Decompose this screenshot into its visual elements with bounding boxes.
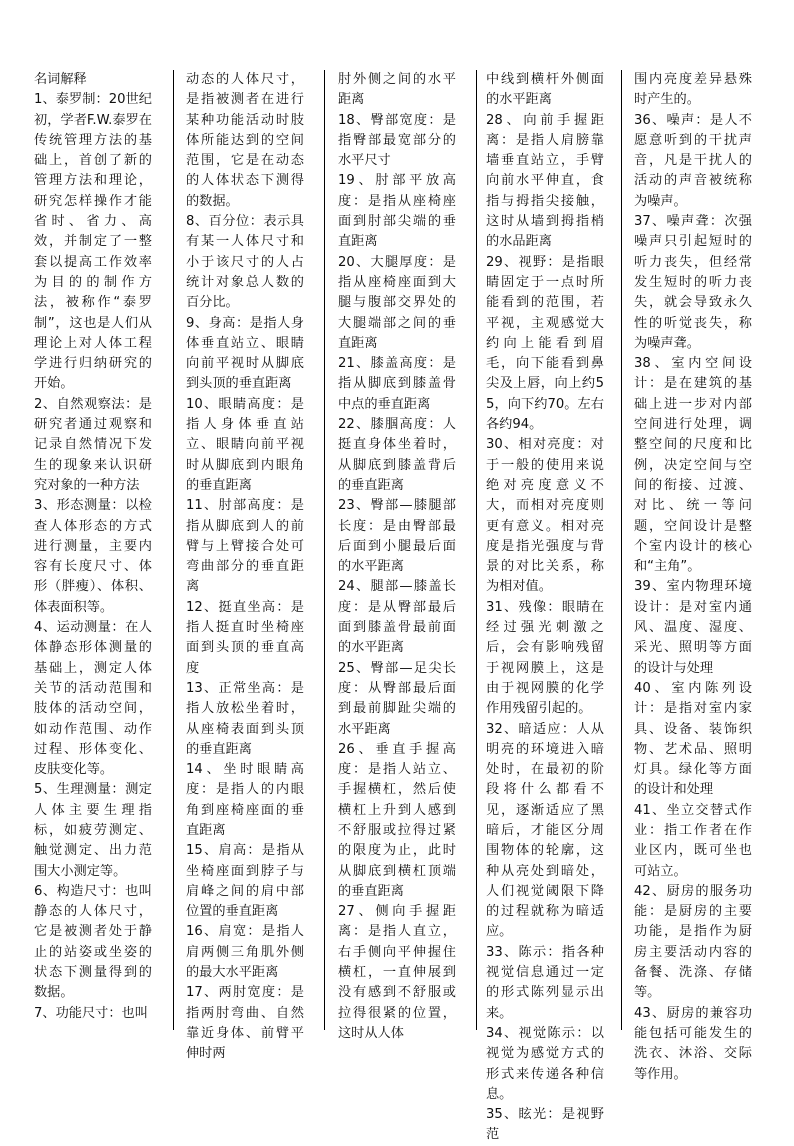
term-definition: 25、臀部—足尖长度：从臀部最后面到最前脚趾尖端的水平距离 — [338, 660, 456, 737]
term-definition: 10、眼睛高度：是指人身体垂直站立、眼睛向前平视时从脚底到内眼角的垂直距离 — [186, 396, 304, 493]
term-definition: 40、室内陈列设计：是指对室内家具、设备、装饰织物、艺术品、照明灯具。绿化等方面的设计和处理 — [634, 680, 752, 798]
term-definition: 17、两肘宽度：是指两肘弯曲、自然靠近身体、前臂平伸时两 — [186, 985, 304, 1062]
term-definition: 22、膝腘高度：人挺直身体坐着时，从脚底到膝盖背后的垂直距离 — [338, 417, 456, 493]
term-definition: 33、陈示：指各种视觉信息通过一定的形式陈列显示出来。 — [486, 944, 604, 1021]
term-definition: 4、运动测量：在人体静态形体测量的基础上，测定人体关节的活动范围和肢体的活动空间，如动作范围、动作过程、形体变化、皮肤变化等。 — [34, 620, 152, 778]
term-definition: 26、垂直手握高度：是指人站立、手握横杠，然后使横杠上升到人感到不舒服或拉得过紧的限度为止，此时从脚底到横杠顶端的垂直距离 — [338, 741, 456, 899]
glossary-page — [34, 70, 752, 1143]
term-definition: 32、暗适应：人从明亮的环境进入暗处时，在最初的阶段将什么都看不见，逐渐适应了黑暗后，才能区分周围物体的轮廓，这种从亮处到暗处，人们视觉阈限下降的过程就称为暗适应。 — [486, 721, 604, 940]
term-definition: 14、坐时眼睛高度：是指人的内眼角到座椅座面的垂直距离 — [186, 762, 304, 838]
term-definition: 38、室内空间设计：是在建筑的基础上进一步对内部空间进行处理，调整空间的尺度和比例，决定空间与空间的衔接、过渡、对比、统一等问题，空间设计是整个室内设计的核心和“主角”。 — [634, 356, 752, 575]
term-definition: 43、厨房的兼容功能包括可能发生的洗衣、沐浴、交际等作用。 — [634, 1005, 752, 1082]
term-definition: 31、残像：眼睛在经过强光刺激之后，会有影响残留于视网膜上，这是由于视网膜的化学作用残留引起的。 — [486, 599, 604, 717]
term-definition: 23、臀部—膝腿部长度：是由臀部最后面到小腿最后面的水平距离 — [338, 498, 456, 575]
term-definition: 5、生理测量：测定人体主要生理指标，如疲劳测定、触觉测定、出力范围大小测定等。 — [34, 782, 152, 879]
term-definition: 2、自然观察法：是研究者通过观察和记录自然情况下发生的现象来认识研究对象的一种方法 — [34, 396, 152, 493]
term-definition: 20、大腿厚度：是指从座椅座面到大腿与腹部交界处的大腿端部之间的垂直距离 — [338, 254, 456, 351]
term-definition: 41、坐立交替式作业：指工作者在作业区内，既可坐也可站立。 — [634, 802, 752, 879]
term-definition: 8、百分位：表示具有某一人体尺寸和小于该尺寸的人占统计对象总人数的百分比。 — [186, 214, 304, 311]
text-column-4 — [486, 70, 604, 1143]
text-column-1 — [34, 70, 152, 1030]
text-column-2 — [186, 70, 304, 1062]
term-definition: 动态的人体尺寸，是指被测者在进行某种功能活动时肢体所能达到的空间范围，它是在动态的人体状态下测得的数据。 — [186, 72, 304, 209]
term-definition: 36、噪声：是人不愿意听到的干扰声音，凡是干扰人的活动的声音被统称为噪声。 — [634, 112, 752, 209]
term-definition: 35、眩光：是视野范 — [486, 1107, 604, 1143]
term-definition: 37、噪声聋：次强噪声只引起短时的听力丧失，但经常发生短时的听力丧失，就会导致永久性的听觉丧失，称为噪声聋。 — [634, 214, 752, 351]
term-definition: 34、视觉陈示：以视觉为感觉方式的形式来传递各种信息。 — [486, 1025, 604, 1102]
text-column-3 — [338, 70, 456, 1041]
term-definition: 9、身高：是指人身体垂直站立、眼睛向前平视时从脚底到头顶的垂直距离 — [186, 315, 304, 392]
term-definition: 24、腿部—膝盖长度：是从臀部最后面到膝盖骨最前面的水平距离 — [338, 579, 456, 656]
term-definition: 中线到横杆外侧面的水平距离 — [486, 72, 604, 108]
term-definition: 39、室内物理环境设计：是对室内通风、温度、湿度、采光、照明等方面的设计与处理 — [634, 579, 752, 676]
term-definition: 16、肩宽：是指人肩两侧三角肌外侧的最大水平距离 — [186, 924, 304, 981]
term-definition: 12、挺直坐高：是指人挺直时坐椅座面到头顶的垂直高度 — [186, 599, 304, 676]
section-heading: 名词解释 — [34, 72, 87, 87]
term-definition: 13、正常坐高：是指人放松坐着时，从座椅表面到头顶的垂直距离 — [186, 680, 304, 757]
term-definition: 6、构造尺寸：也叫静态的人体尺寸，它是被测者处于静止的站姿或坐姿的状态下测量得到的数据。 — [34, 883, 152, 1001]
term-definition: 11、肘部高度：是指从脚底到人的前臂与上臂接合处可弯曲部分的垂直距离 — [186, 498, 304, 595]
term-definition: 19、肘部平放高度：是指从座椅座面到肘部尖端的垂直距离 — [338, 173, 456, 250]
term-definition: 21、膝盖高度：是指从脚底到膝盖骨中点的垂直距离 — [338, 356, 456, 412]
term-definition: 3、形态测量：以检查人体形态的方式进行测量，主要内容有长度尺寸、体形（胖瘦）、体积、体表面积等。 — [34, 498, 152, 615]
term-definition: 15、肩高：是指从坐椅座面到脖子与肩峰之间的肩中部位置的垂直距离 — [186, 843, 304, 920]
term-definition: 1、泰罗制：20世纪初，学者F.W.泰罗在传统管理方法的基础上，首创了新的管理方法和理论，研究怎样操作才能省时、省力、高效，并制定了一整套以提高工作效率为目的的制作方法，被称作“泰罗制”，这也是人们从理论上对人体工程学进行归纳研究的开始。 — [34, 92, 152, 392]
text-column-5 — [634, 70, 752, 1082]
term-definition: 肘外侧之间的水平距离 — [338, 72, 456, 108]
term-definition: 27、侧向手握距离：是指人直立，右手侧向平伸握住横杠，一直伸展到没有感到不舒服或拉得很紧的位置，这时从人体 — [338, 904, 456, 1041]
term-definition: 7、功能尺寸：也叫 — [34, 1005, 148, 1021]
term-definition: 18、臀部宽度：是指臀部最宽部分的水平尺寸 — [338, 112, 456, 169]
term-definition: 28、向前手握距离：是指人肩膀靠墙垂直站立，手臂向前水平伸直，食指与拇指尖接触，这时从墙到拇指梢的水品距离 — [486, 112, 604, 250]
term-definition: 29、视野：是指眼睛固定于一点时所能看到的范围，若平视，主观感觉大约向上能看到眉毛，向下能看到鼻尖及上唇，向上约55，向下约70。左右各约94。 — [486, 254, 604, 433]
term-definition: 围内亮度差异悬殊时产生的。 — [634, 72, 752, 108]
term-definition: 42、厨房的服务功能：是厨房的主要功能，是指作为厨房主要活动内容的备餐、洗涤、存储等。 — [634, 883, 752, 1001]
term-definition: 30、相对亮度：对于一般的使用来说绝对亮度意义不大，而相对亮度则更有意义。相对亮度是指光强度与背景的对比关系，称为相对值。 — [486, 437, 604, 595]
